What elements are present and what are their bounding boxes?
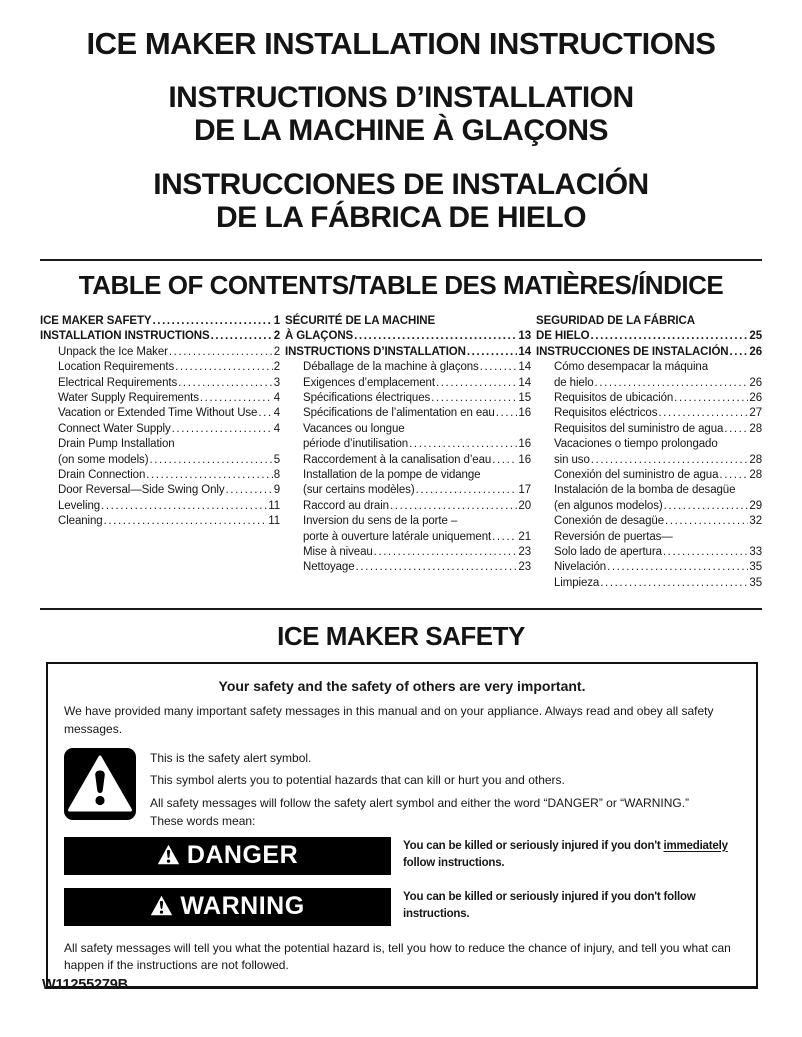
safety-intro-paragraph: We have provided many important safety messages in this manual and on your appliance. Always read and obey all safety messages. bbox=[64, 704, 714, 736]
toc-dot-leader bbox=[200, 391, 273, 406]
toc-entry bbox=[285, 560, 531, 575]
toc-grid bbox=[40, 314, 762, 591]
toc-entry-label: Requisitos del suministro de agua bbox=[554, 422, 724, 435]
toc-entry-label: (en algunos modelos) bbox=[554, 499, 663, 512]
toc-dot-leader bbox=[658, 406, 748, 421]
toc-entry-page-number: 3 bbox=[273, 376, 280, 389]
toc-entry bbox=[285, 314, 531, 345]
toc-entry-page-number: 20 bbox=[518, 499, 531, 512]
toc-entry-label: Water Supply Requirements bbox=[58, 391, 199, 404]
danger-desc-underlined: immediately bbox=[663, 839, 728, 852]
warning-desc-line2: instructions. bbox=[403, 907, 470, 920]
toc-entry-label: DE HIELO bbox=[536, 330, 590, 343]
toc-entry-label: Drain Connection bbox=[58, 468, 146, 481]
title-spanish bbox=[40, 168, 762, 235]
alert-line: This symbol alerts you to potential hazards that can kill or hurt you and others. bbox=[150, 773, 565, 788]
toc-dot-leader bbox=[409, 437, 517, 452]
title-english: ICE MAKER INSTALLATION INSTRUCTIONS bbox=[86, 26, 716, 61]
danger-desc-line2: follow instructions. bbox=[403, 856, 505, 869]
toc-entry-page-number: 11 bbox=[268, 515, 280, 528]
toc-entry bbox=[536, 360, 762, 391]
toc-entry bbox=[285, 391, 531, 406]
toc-entry-page-number: 16 bbox=[518, 453, 531, 466]
toc-entry-label: Connect Water Supply bbox=[58, 422, 171, 435]
toc-entry-label: Spécifications électriques bbox=[303, 391, 431, 404]
toc-entry-first-line: Inversion du sens de la porte – bbox=[303, 515, 458, 528]
toc-dot-leader bbox=[600, 576, 748, 591]
toc-entry-page-number: 35 bbox=[749, 576, 762, 589]
toc-entry bbox=[285, 545, 531, 560]
toc-entry-label: Raccord au drain bbox=[303, 499, 389, 512]
toc-entry-label: Cleaning bbox=[58, 515, 103, 528]
alert-line: These words mean: bbox=[150, 814, 256, 829]
warning-description bbox=[403, 888, 740, 924]
toc-entry-page-number: 4 bbox=[273, 391, 280, 404]
toc-entry-page-number: 26 bbox=[749, 376, 762, 389]
toc-entry-label: Vacation or Extended Time Without Use bbox=[58, 407, 258, 420]
toc-entry-page-number: 1 bbox=[273, 314, 280, 327]
toc-dot-leader bbox=[674, 391, 748, 406]
toc-entry-label: Mise à niveau bbox=[303, 546, 373, 559]
toc-dot-leader bbox=[492, 530, 517, 545]
toc-dot-leader bbox=[724, 422, 748, 437]
toc-entry-label: Nivelación bbox=[554, 561, 607, 574]
toc-entry bbox=[536, 345, 762, 360]
toc-entry bbox=[285, 376, 531, 391]
toc-entry bbox=[285, 422, 531, 453]
toc-dot-leader bbox=[431, 391, 517, 406]
toc-entry-label: Spécifications de l’alimentation en eau bbox=[303, 407, 495, 420]
toc-dot-leader bbox=[101, 499, 267, 514]
safety-box bbox=[46, 662, 758, 989]
toc-entry bbox=[536, 422, 762, 437]
toc-entry-label: Raccordement à la canalisation d’eau bbox=[303, 453, 492, 466]
toc-entry-label: sin uso bbox=[554, 453, 590, 466]
title-spanish-line1: INSTRUCCIONES DE INSTALACIÓN bbox=[153, 167, 649, 201]
toc-dot-leader bbox=[607, 560, 748, 575]
toc-entry bbox=[285, 499, 531, 514]
toc-dot-leader bbox=[175, 360, 273, 375]
toc-entry-first-line: Cómo desempacar la máquina bbox=[554, 361, 709, 374]
toc-dot-leader bbox=[496, 406, 518, 421]
toc-dot-leader bbox=[153, 314, 273, 329]
toc-dot-leader bbox=[591, 453, 749, 468]
toc-entry-page-number: 2 bbox=[273, 345, 280, 358]
toc-entry-label: À GLAÇONS bbox=[285, 330, 354, 343]
toc-entry bbox=[40, 345, 280, 360]
toc-entry bbox=[40, 499, 280, 514]
toc-dot-leader bbox=[354, 329, 517, 344]
divider-above-safety bbox=[40, 608, 762, 610]
toc-dot-leader bbox=[467, 345, 518, 360]
toc-entry-page-number: 14 bbox=[518, 345, 531, 358]
warning-triangle-icon bbox=[157, 844, 180, 865]
safety-alert-row bbox=[64, 748, 740, 829]
toc-dot-leader bbox=[104, 514, 268, 529]
toc-entry-page-number: 28 bbox=[749, 453, 762, 466]
toc-entry-page-number: 9 bbox=[273, 484, 280, 497]
toc-column-spanish bbox=[536, 314, 762, 591]
toc-entry-page-number: 11 bbox=[268, 499, 280, 512]
toc-entry-label: Leveling bbox=[58, 499, 101, 512]
toc-entry bbox=[536, 391, 762, 406]
toc-entry-page-number: 35 bbox=[749, 561, 762, 574]
toc-dot-leader bbox=[416, 483, 518, 498]
toc-entry bbox=[40, 422, 280, 437]
toc-entry bbox=[285, 345, 531, 360]
toc-dot-leader bbox=[211, 329, 273, 344]
toc-entry bbox=[285, 453, 531, 468]
toc-entry bbox=[285, 468, 531, 499]
toc-dot-leader bbox=[169, 345, 273, 360]
toc-entry-page-number: 33 bbox=[749, 546, 762, 559]
toc-dot-leader bbox=[492, 453, 517, 468]
toc-entry-page-number: 23 bbox=[518, 561, 531, 574]
toc-entry bbox=[536, 576, 762, 591]
toc-entry-page-number: 26 bbox=[749, 391, 762, 404]
toc-entry bbox=[40, 391, 280, 406]
toc-entry-page-number: 28 bbox=[749, 422, 762, 435]
toc-entry-label: Solo lado de apertura bbox=[554, 546, 662, 559]
toc-entry bbox=[40, 376, 280, 391]
toc-dot-leader bbox=[665, 514, 748, 529]
alert-line: This is the safety alert symbol. bbox=[150, 751, 312, 766]
toc-entry-page-number: 17 bbox=[518, 484, 531, 497]
toc-entry-label: de hielo bbox=[554, 376, 594, 389]
title-french-line1: INSTRUCTIONS D’INSTALLATION bbox=[168, 80, 634, 114]
toc-entry-page-number: 2 bbox=[273, 330, 280, 343]
toc-column-french bbox=[285, 314, 531, 591]
toc-entry-label: Requisitos eléctricos bbox=[554, 407, 658, 420]
danger-row bbox=[64, 837, 740, 875]
warning-triangle-icon bbox=[150, 895, 173, 916]
toc-entry-first-line: Vacaciones o tiempo prolongado bbox=[554, 438, 718, 451]
toc-entry bbox=[536, 314, 762, 345]
toc-entry-label: INSTALLATION INSTRUCTIONS bbox=[40, 330, 210, 343]
warning-desc-line1: You can be killed or seriously injured if you don't follow bbox=[403, 890, 696, 903]
toc-entry-label: Nettoyage bbox=[303, 561, 355, 574]
toc-dot-leader bbox=[664, 499, 749, 514]
toc-entry-page-number: 5 bbox=[273, 453, 280, 466]
toc-dot-leader bbox=[374, 545, 518, 560]
toc-entry bbox=[536, 514, 762, 529]
toc-entry bbox=[285, 406, 531, 421]
safety-section-heading: ICE MAKER SAFETY bbox=[277, 621, 525, 652]
toc-entry-label: Electrical Requirements bbox=[58, 376, 178, 389]
safety-box-title: Your safety and the safety of others are very important. bbox=[218, 678, 586, 695]
toc-entry-label: INSTRUCTIONS D’INSTALLATION bbox=[285, 345, 466, 358]
toc-entry bbox=[40, 483, 280, 498]
toc-entry-page-number: 16 bbox=[518, 438, 531, 451]
toc-entry bbox=[536, 406, 762, 421]
toc-entry-first-line: SÉCURITÉ DE LA MACHINE bbox=[285, 314, 436, 327]
toc-entry-page-number: 4 bbox=[273, 407, 280, 420]
toc-dot-leader bbox=[594, 376, 748, 391]
toc-entry-page-number: 15 bbox=[518, 391, 531, 404]
toc-entry-page-number: 4 bbox=[273, 422, 280, 435]
safety-outro-paragraph: All safety messages will tell you what the potential hazard is, tell you how to reduce the chance of injury, and tell you what can happen if the instructions are not followed. bbox=[64, 940, 731, 972]
toc-entry bbox=[536, 530, 762, 561]
toc-entry-label: Déballage de la machine à glaçons bbox=[303, 361, 479, 374]
toc-dot-leader bbox=[480, 360, 518, 375]
toc-entry bbox=[285, 360, 531, 375]
toc-dot-leader bbox=[356, 560, 518, 575]
toc-entry-page-number: 27 bbox=[749, 407, 762, 420]
toc-dot-leader bbox=[178, 376, 273, 391]
toc-entry-label: Exigences d’emplacement bbox=[303, 376, 435, 389]
toc-entry bbox=[285, 514, 531, 545]
alert-line: All safety messages will follow the safety alert symbol and either the word “DANGER” or “WARNING.” bbox=[150, 795, 690, 810]
toc-entry bbox=[536, 560, 762, 575]
danger-signal-bar bbox=[64, 837, 391, 875]
toc-entry bbox=[40, 514, 280, 529]
toc-entry-page-number: 8 bbox=[273, 468, 280, 481]
toc-entry-page-number: 26 bbox=[749, 345, 762, 358]
danger-label: DANGER bbox=[186, 841, 299, 870]
safety-alert-text bbox=[150, 748, 689, 829]
warning-signal-bar bbox=[64, 888, 391, 926]
toc-entry-first-line: Installation de la pompe de vidange bbox=[303, 468, 481, 481]
toc-entry-first-line: Reversión de puertas— bbox=[554, 530, 673, 543]
toc-entry-first-line: SEGURIDAD DE LA FÁBRICA bbox=[536, 314, 695, 327]
toc-entry bbox=[40, 468, 280, 483]
toc-entry-label: porte à ouverture latérale uniquement bbox=[303, 530, 492, 543]
toc-entry bbox=[40, 437, 280, 468]
toc-entry-label: Limpieza bbox=[554, 576, 600, 589]
toc-dot-leader bbox=[591, 329, 749, 344]
toc-dot-leader bbox=[172, 422, 273, 437]
toc-dot-leader bbox=[149, 453, 272, 468]
toc-dot-leader bbox=[719, 468, 748, 483]
toc-entry bbox=[536, 468, 762, 483]
toc-entry-label: (on some models) bbox=[58, 453, 149, 466]
toc-entry-page-number: 16 bbox=[518, 407, 531, 420]
toc-entry-first-line: Instalación de la bomba de desagüe bbox=[554, 484, 736, 497]
toc-entry-page-number: 29 bbox=[749, 499, 762, 512]
danger-desc-pre: You can be killed or seriously injured if you don't bbox=[403, 839, 664, 852]
toc-entry-page-number: 32 bbox=[749, 515, 762, 528]
toc-heading: TABLE OF CONTENTS/TABLE DES MATIÈRES/ÍNDICE bbox=[78, 269, 724, 300]
toc-entry bbox=[536, 437, 762, 468]
toc-entry-label: Unpack the Ice Maker bbox=[58, 345, 168, 358]
toc-entry-label: Requisitos de ubicación bbox=[554, 391, 674, 404]
toc-dot-leader bbox=[225, 483, 272, 498]
toc-dot-leader bbox=[663, 545, 749, 560]
safety-alert-icon bbox=[64, 748, 136, 820]
toc-entry-page-number: 14 bbox=[518, 376, 531, 389]
warning-row bbox=[64, 888, 740, 926]
toc-entry-first-line: Vacances ou longue bbox=[303, 422, 405, 435]
toc-dot-leader bbox=[436, 376, 517, 391]
toc-dot-leader bbox=[390, 499, 517, 514]
toc-entry bbox=[40, 329, 280, 344]
toc-entry-label: ICE MAKER SAFETY bbox=[40, 314, 152, 327]
toc-entry-page-number: 25 bbox=[749, 330, 762, 343]
divider-above-toc bbox=[40, 259, 762, 261]
toc-entry-page-number: 21 bbox=[518, 530, 531, 543]
toc-entry-label: INSTRUCCIONES DE INSTALACIÓN bbox=[536, 345, 729, 358]
warning-label: WARNING bbox=[180, 892, 305, 921]
title-spanish-line2: DE LA FÁBRICA DE HIELO bbox=[215, 201, 587, 235]
part-number: W11255279B bbox=[42, 977, 128, 993]
toc-entry-page-number: 23 bbox=[518, 546, 531, 559]
toc-entry-label: Location Requirements bbox=[58, 361, 175, 374]
toc-dot-leader bbox=[146, 468, 272, 483]
toc-entry bbox=[536, 483, 762, 514]
title-french-line2: DE LA MACHINE À GLAÇONS bbox=[193, 114, 609, 148]
toc-column-english bbox=[40, 314, 280, 591]
toc-dot-leader bbox=[730, 345, 749, 360]
toc-entry-page-number: 14 bbox=[518, 361, 531, 374]
toc-entry bbox=[40, 360, 280, 375]
toc-entry-first-line: Drain Pump Installation bbox=[58, 438, 175, 451]
toc-entry-label: Door Reversal—Side Swing Only bbox=[58, 484, 225, 497]
toc-entry-label: période d’inutilisation bbox=[303, 438, 409, 451]
toc-entry bbox=[40, 406, 280, 421]
title-french bbox=[40, 81, 762, 148]
toc-entry-page-number: 2 bbox=[273, 361, 280, 374]
toc-entry-page-number: 13 bbox=[518, 330, 531, 343]
toc-entry-label: (sur certains modèles) bbox=[303, 484, 415, 497]
danger-description bbox=[403, 837, 740, 873]
toc-entry-label: Conexión del suministro de agua bbox=[554, 468, 719, 481]
toc-entry-label: Conexión de desagüe bbox=[554, 515, 664, 528]
toc-entry-page-number: 28 bbox=[749, 468, 762, 481]
toc-entry bbox=[40, 314, 280, 329]
toc-dot-leader bbox=[258, 406, 272, 421]
